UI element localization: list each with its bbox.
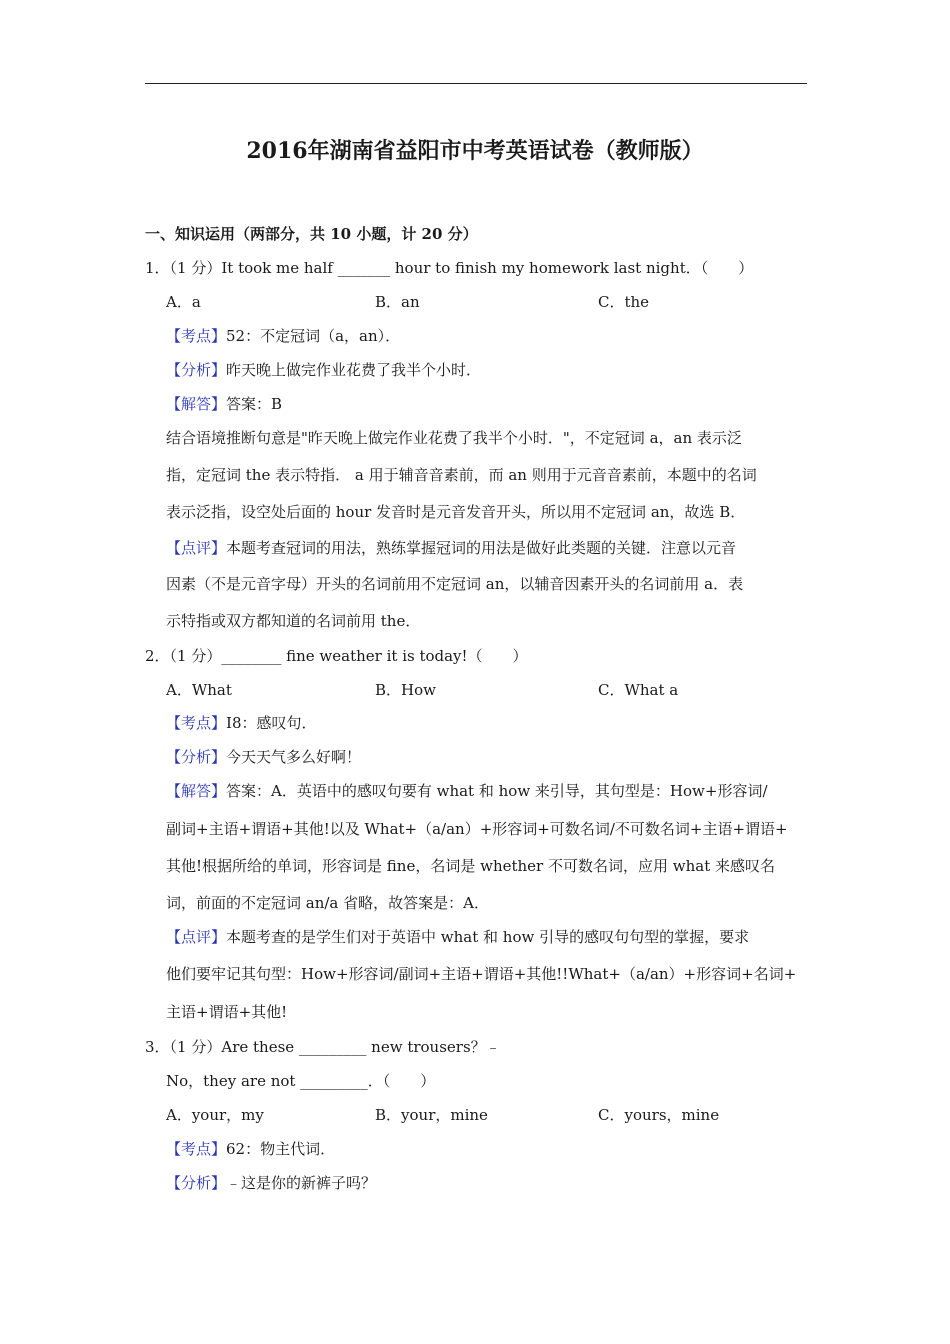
q2-fenxi — [166, 747, 361, 767]
q3-fenxi — [166, 1173, 376, 1193]
q3-option-b: B．your，mine — [375, 1106, 488, 1124]
q3-kaodian — [166, 1139, 335, 1159]
q2-kaodian-text: I8：感叹句． — [226, 714, 317, 732]
jieda-label: 【解答】 — [166, 395, 227, 413]
q3-kaodian-text: 62：物主代词． — [226, 1140, 336, 1158]
q1-fenxi — [166, 360, 481, 380]
q2-stem: 2．（1 分）________ fine weather it is today!（ ） — [145, 647, 528, 665]
q1-kaodian-text: 52：不定冠词（a，an）． — [226, 327, 401, 345]
q1-explain-line: 指，定冠词 the 表示特指． a 用于辅音音素前，而 an 则用于元音音素前，本题中的名词 — [166, 466, 757, 484]
q2-dianping-line: 他们要牢记其句型：How+形容词/副词+主语+谓语+其他!!What+（a/an）+形容词+名词+ — [166, 965, 797, 983]
q2-option-a: A．What — [166, 681, 232, 699]
q2-option-b: B．How — [375, 681, 436, 699]
section-heading: 一、知识运用（两部分，共 10 小题，计 20 分） — [145, 225, 478, 243]
q1-jieda — [166, 394, 282, 414]
q2-dianping — [166, 927, 749, 947]
q2-jieda-line: 副词+主语+谓语+其他!以及 What+（a/an）+形容词+可数名词/不可数名词+主语+谓语+ — [166, 820, 788, 838]
q1-dianping-line: 因素（不是元音字母）开头的名词前用不定冠词 an，以辅音因素开头的名词前用 a．表 — [166, 575, 744, 593]
q1-dianping-line: 示特指或双方都知道的名词前用 the． — [166, 612, 421, 630]
kaodian-label: 【考点】 — [166, 714, 227, 732]
q1-kaodian — [166, 326, 400, 346]
q2-jieda-line: 其他!根据所给的单词，形容词是 fine，名词是 whether 不可数名词，应用 what 来感叹名 — [166, 857, 775, 875]
q1-stem: 1．（1 分）It took me half _______ hour to finish my homework last night．（ ） — [145, 259, 754, 277]
fenxi-label: 【分析】 — [166, 361, 227, 379]
dianping-label: 【点评】 — [166, 539, 227, 557]
q3-stem-cont: No，they are not _________．（ ） — [166, 1072, 436, 1090]
kaodian-label: 【考点】 — [166, 1140, 227, 1158]
q2-kaodian — [166, 713, 317, 733]
q3-option-a: A．your，my — [166, 1106, 264, 1124]
q2-dianping-line: 主语+谓语+其他! — [166, 1003, 288, 1021]
q1-explain-line: 表示泛指，设空处后面的 hour 发音时是元音发音开头，所以用不定冠词 an，故选 B． — [166, 503, 746, 521]
q2-jieda — [166, 781, 768, 801]
dianping-label: 【点评】 — [166, 928, 227, 946]
kaodian-label: 【考点】 — [166, 327, 227, 345]
q1-fenxi-text: 昨天晚上做完作业花费了我半个小时． — [226, 361, 482, 379]
q2-fenxi-text: 今天天气多么好啊！ — [226, 748, 362, 766]
q3-fenxi-text: ﹣这是你的新裤子吗？ — [226, 1174, 377, 1192]
fenxi-label: 【分析】 — [166, 1174, 227, 1192]
q1-jieda-text: 答案：B — [226, 395, 283, 413]
q1-dianping-text: 本题考查冠词的用法，熟练掌握冠词的用法是做好此类题的关键．注意以元音 — [226, 539, 737, 557]
q2-dianping-text: 本题考查的是学生们对于英语中 what 和 how 引导的感叹句句型的掌握，要求 — [226, 928, 750, 946]
q2-jieda-line: 词，前面的不定冠词 an/a 省略，故答案是：A． — [166, 894, 489, 912]
q1-option-c: C．the — [598, 293, 650, 311]
q3-option-c: C．yours，mine — [598, 1106, 720, 1124]
q2-jieda-text: 答案：A．英语中的感叹句要有 what 和 how 来引导，其句型是：How+形容词/ — [226, 782, 768, 800]
q1-explain-line: 结合语境推断句意是"昨天晚上做完作业花费了我半个小时．"，不定冠词 a，an 表示泛 — [166, 429, 742, 447]
page-title: 2016年湖南省益阳市中考英语试卷（教师版） — [246, 138, 704, 164]
q2-option-c: C．What a — [598, 681, 679, 699]
q3-stem: 3．（1 分）Are these _________ new trousers？﹣ — [145, 1038, 501, 1056]
q1-dianping — [166, 538, 736, 558]
q1-option-a: A．a — [166, 293, 201, 311]
header-rule — [145, 83, 807, 84]
fenxi-label: 【分析】 — [166, 748, 227, 766]
jieda-label: 【解答】 — [166, 782, 227, 800]
q1-option-b: B．an — [375, 293, 420, 311]
